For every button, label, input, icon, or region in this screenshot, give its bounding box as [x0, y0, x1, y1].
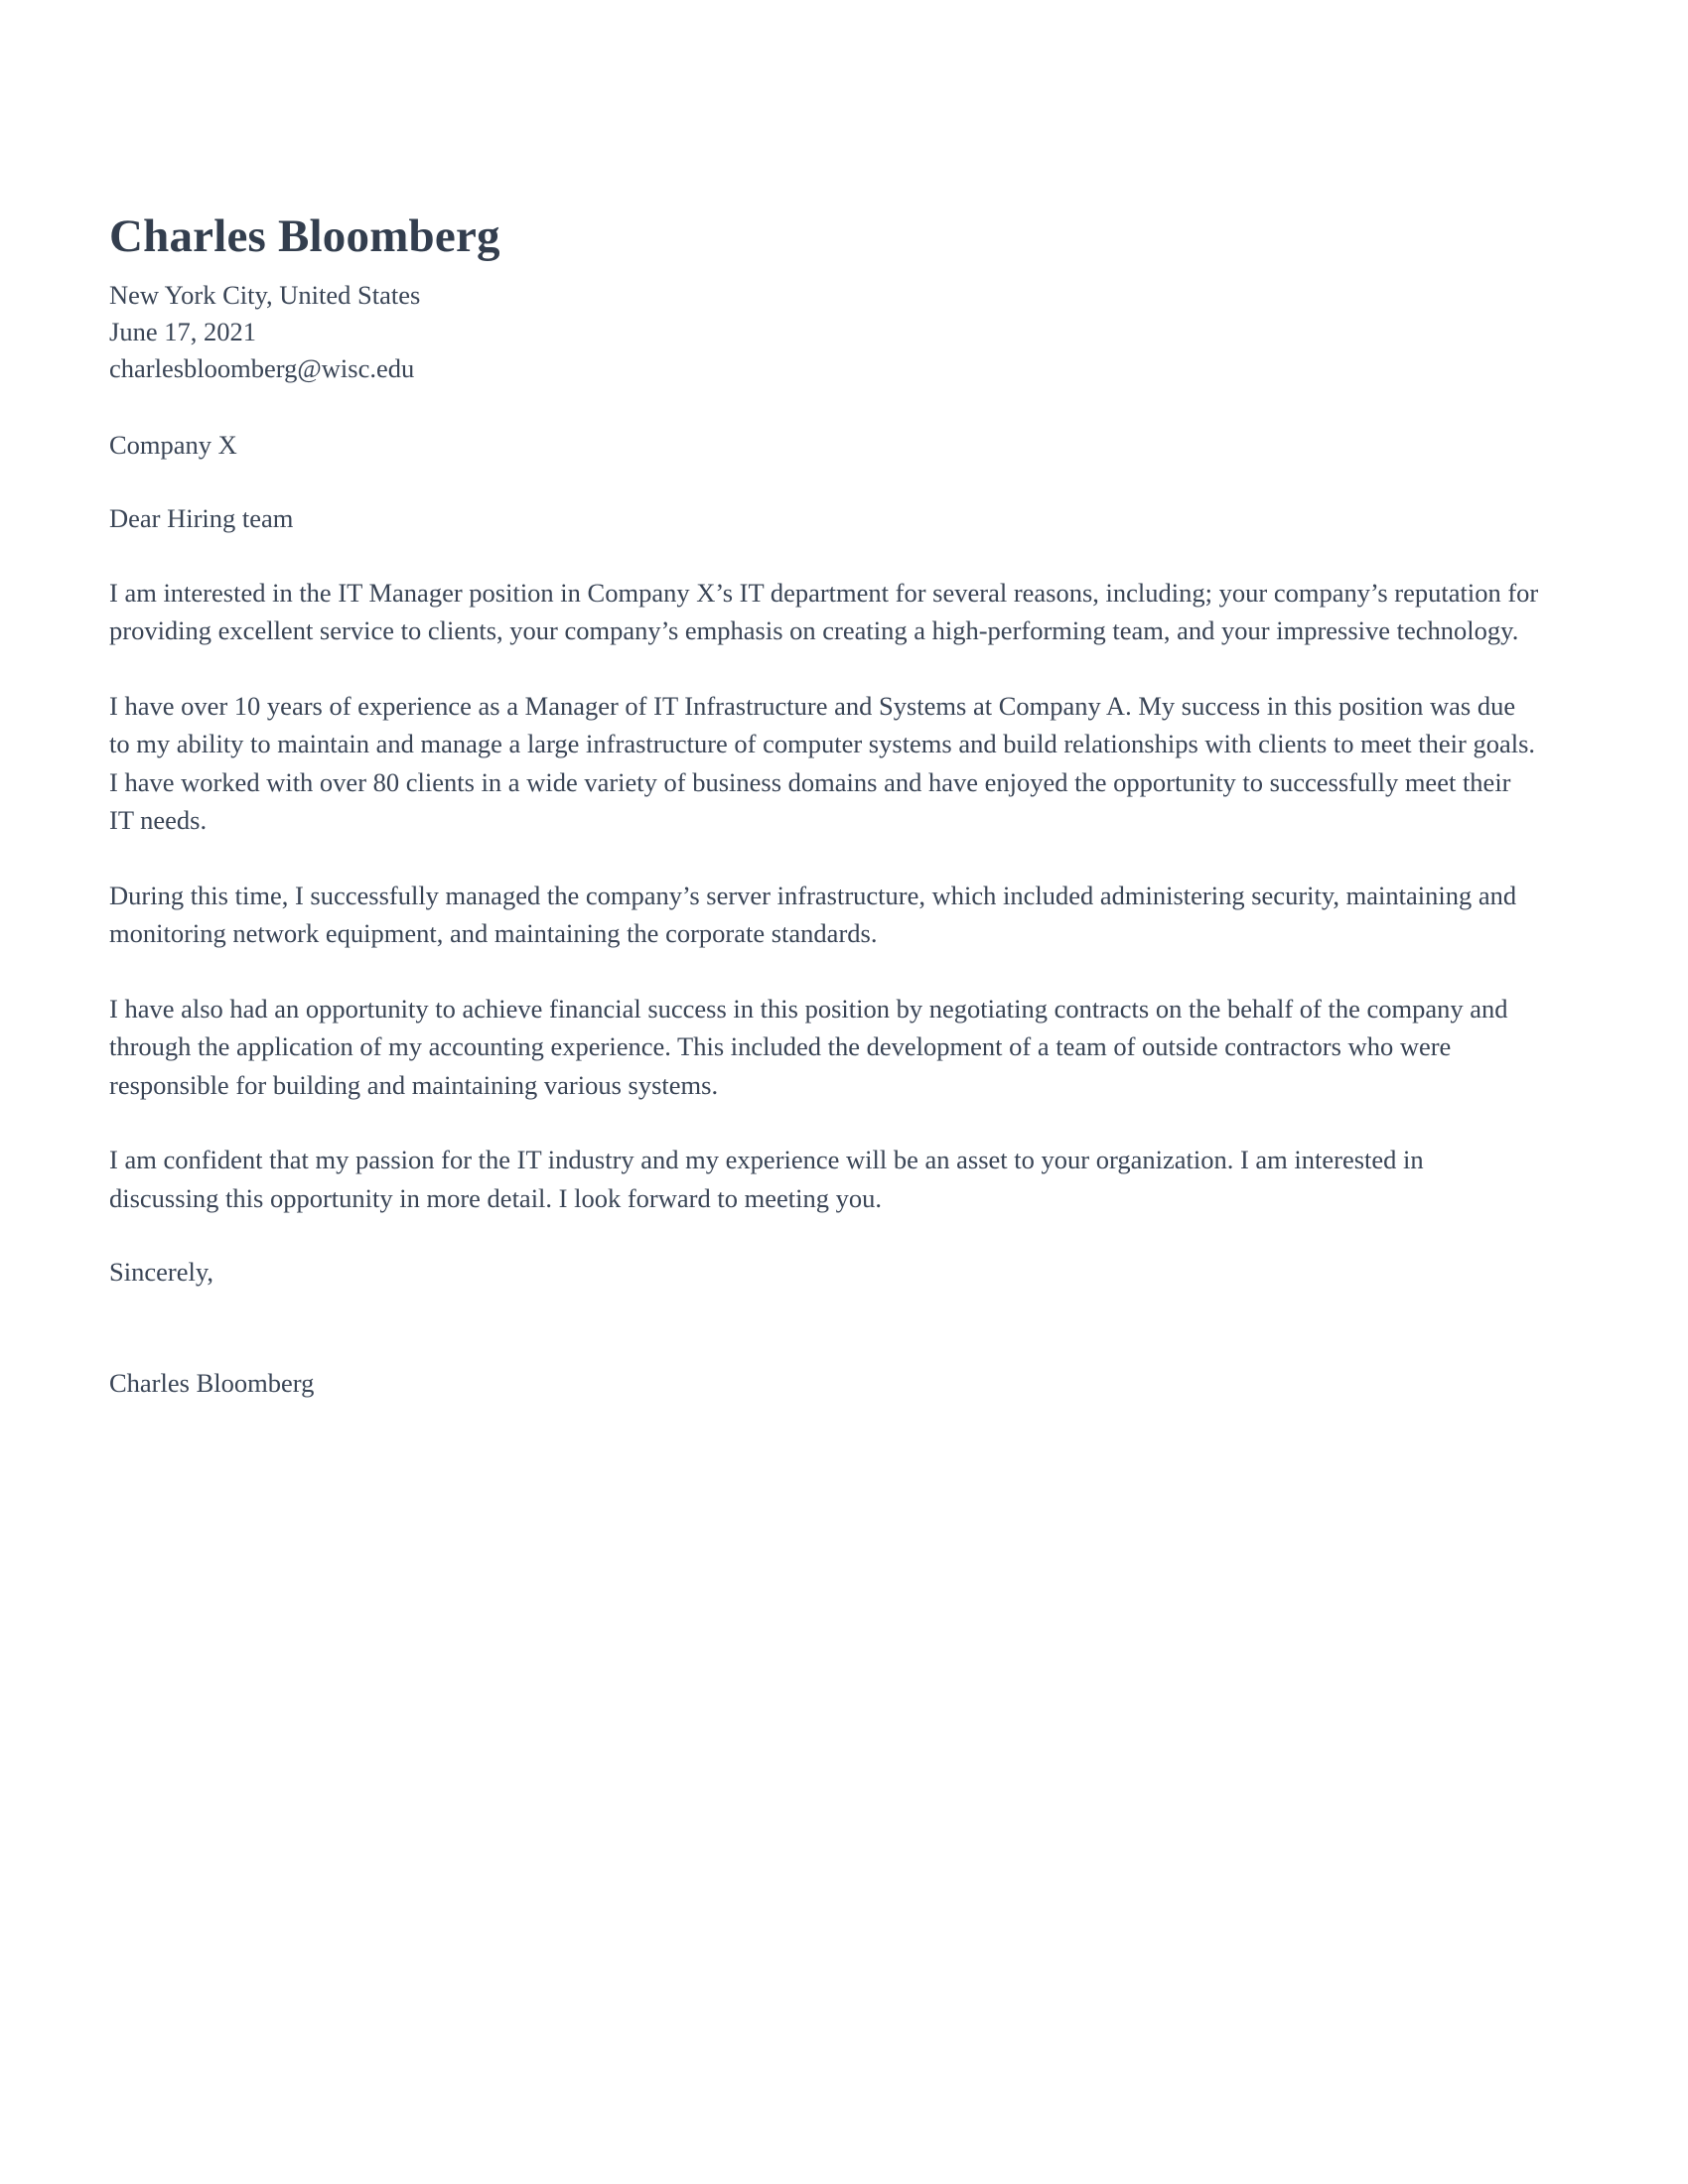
salutation: Dear Hiring team: [109, 502, 294, 533]
body-paragraph-4: I have also had an opportunity to achieve financial success in this position by negotiating contracts on the behalf of the company and through the application of my accounting experience. This included the development of a team of outside contractors who were responsible for building and maintaining various systems.: [109, 993, 1508, 1100]
letter-body: [109, 210, 1539, 1402]
sender-name: Charles Bloomberg: [109, 210, 500, 262]
sender-location: New York City, United States: [109, 279, 421, 310]
recipient-company: Company X: [109, 429, 237, 460]
spacer-para-2: [109, 840, 1539, 877]
spacer-after-salutation: [109, 537, 1539, 574]
body-paragraph-3: During this time, I successfully managed the company’s server infrastructure, which included administering security, maintaining and monitoring network equipment, and maintaining the corporate standards.: [109, 880, 1517, 949]
body-paragraph-5: I am confident that my passion for the IT industry and my experience will be an asset to your organization. I am interested in discussing this opportunity in more detail. I look forward to meeting you.: [109, 1145, 1424, 1213]
spacer-para-1: [109, 650, 1539, 687]
letter-date: June 17, 2021: [109, 316, 256, 346]
sender-email: charlesbloomberg@wisc.edu: [109, 352, 415, 383]
spacer-before-closing: [109, 1217, 1539, 1254]
spacer-after-recipient: [109, 464, 1539, 500]
closing-salutation: Sincerely,: [109, 1257, 213, 1288]
spacer-after-header: [109, 387, 1539, 427]
spacer-para-3: [109, 953, 1539, 990]
signature-space: [109, 1291, 1539, 1365]
signature-name: Charles Bloomberg: [109, 1368, 315, 1399]
spacer-para-4: [109, 1104, 1539, 1141]
body-paragraph-2: I have over 10 years of experience as a Manager of IT Infrastructure and Systems at Company A. My success in this position was due to my ability to maintain and manage a large infrastructure of computer systems and build relationships with clients to meet their goals. I have worked with over 80 clients in a wide variety of business domains and have enjoyed the opportunity to successfully meet their IT needs.: [109, 690, 1536, 836]
body-paragraph-1: I am interested in the IT Manager position in Company X’s IT department for several reasons, including; your company’s reputation for providing excellent service to clients, your company’s emphasis on creating a high-performing team, and your impressive technology.: [109, 577, 1539, 646]
